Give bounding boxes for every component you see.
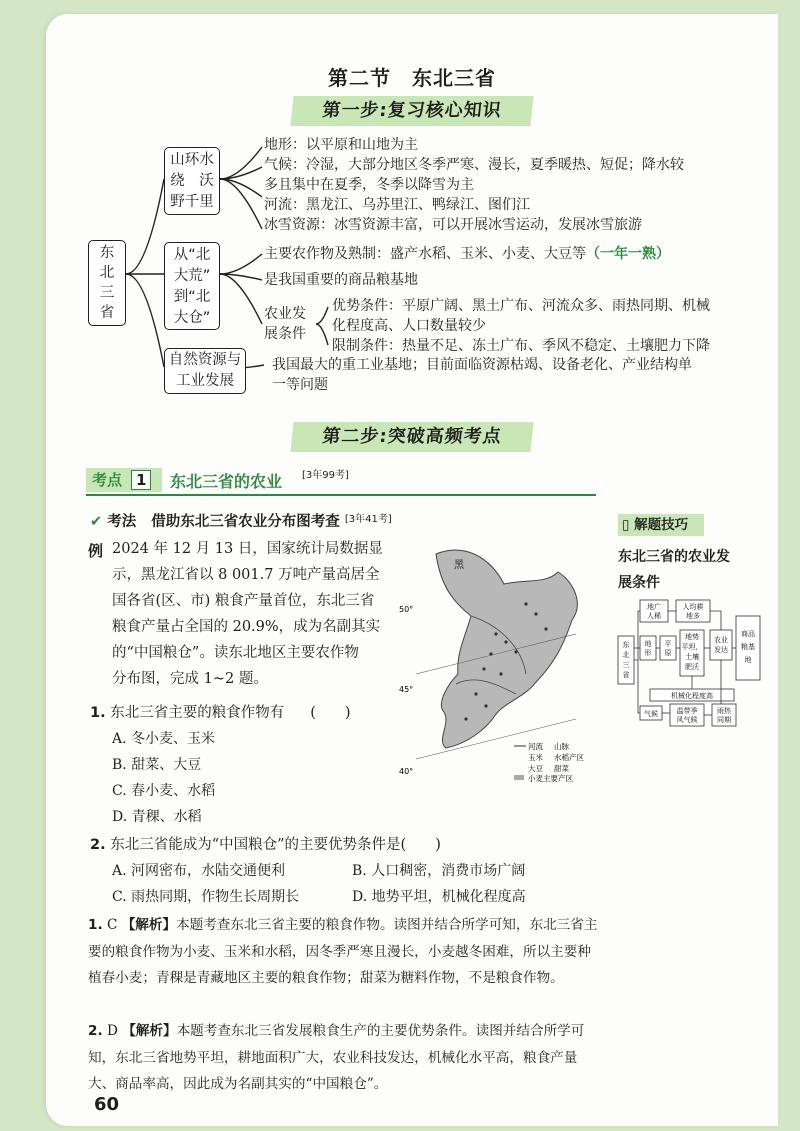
legend-corn: 玉米	[528, 753, 543, 762]
svg-text:风气候: 风气候	[676, 716, 698, 724]
svg-text:商品: 商品	[741, 630, 755, 638]
sidebar-label: ▯ 解题技巧	[618, 514, 704, 536]
answer-2: 2. D 【解析】本题考查东北三省发展粮食生产的主要优势条件。读图并结合所学可知，东北三省地势平坦，耕地面积广大，农业科技发达，机械化水平高，粮食产量大、商品率高，因此成为名副其实的“中国粮仓”。	[88, 1023, 585, 1093]
example-line-2: 示，黑龙江省以 8 001.7 万吨产量高居全	[112, 567, 380, 583]
svg-text:机械化程度高: 机械化程度高	[671, 692, 713, 700]
step2-banner: 第二步:突破高频考点	[290, 422, 533, 452]
svg-text:省: 省	[622, 671, 630, 679]
q1: 1. 东北三省主要的粮食作物有 ( )	[90, 705, 351, 721]
kaodian-note: [3年99考]	[302, 470, 349, 481]
legend-mountain: 山脉	[554, 742, 569, 751]
kaofa: ✔ 考法 借助东北三省农业分布图考查 [3年41考]	[90, 514, 392, 530]
svg-text:温带季: 温带季	[676, 707, 698, 715]
example-line-1: 2024 年 12 月 13 日，国家统计局数据显	[112, 541, 383, 557]
q2: 2. 东北三省能成为“中国粮仓”的主要优势条件是( )	[90, 837, 441, 853]
q2-option-d: D. 地势平坦，机械化程度高	[352, 889, 526, 905]
q1-option-c: C. 春小麦、水稻	[112, 783, 216, 799]
page-number: 60	[94, 1094, 120, 1115]
q1-option-b: B. 甜菜、大豆	[112, 757, 202, 773]
b2-sub-item-3: 限制条件：热量不足、冻土广布、季风不稳定、土壤肥力下降	[332, 338, 710, 354]
svg-text:平: 平	[664, 640, 672, 648]
svg-text:粮基: 粮基	[741, 643, 755, 651]
check-icon: ✔	[90, 514, 103, 530]
svg-text:人稀: 人稀	[647, 612, 661, 620]
b1-item-5: 冰雪资源：冰雪资源丰富，可以开展冰雪运动，发展冰雪旅游	[264, 217, 642, 233]
legend-beet: 甜菜	[554, 764, 569, 773]
svg-text:人均耕: 人均耕	[682, 603, 704, 611]
svg-text:地多: 地多	[686, 612, 700, 620]
tree-branch-3: 自然资源与 工业发展	[164, 348, 246, 394]
svg-text:平坦，: 平坦，	[681, 643, 703, 651]
legend-rice: 水稻产区	[554, 753, 584, 762]
answer-1: 1. C 【解析】本题考查东北三省主要的粮食作物。读图并结合所学可知，东北三省主要的粮食作物为小麦、玉米和水稻，因冬季严寒且漫长，小麦越冬困难，所以主要种植春小麦；青稞是青藏地区主要的粮食作物；甜菜为糖料作物，不是粮食作物。	[88, 917, 598, 987]
svg-text:形: 形	[644, 649, 652, 657]
example-line-5: 的“中国粮仓”。读东北地区主要农作物	[112, 645, 359, 661]
svg-text:雨热: 雨热	[717, 707, 731, 715]
sidebar-diagram	[616, 594, 772, 734]
svg-text:肥沃: 肥沃	[685, 663, 699, 671]
section-title: 第二节 东北三省	[328, 66, 496, 90]
q2-option-a: A. 河网密布，水陆交通便利	[112, 863, 286, 879]
svg-text:地: 地	[644, 640, 652, 648]
b1-item-2: 气候：冷湿，大部分地区冬季严寒、漫长，夏季暖热、短促；降水较	[264, 157, 684, 173]
b2-item-2: 是我国重要的商品粮基地	[264, 272, 418, 288]
svg-text:东: 东	[622, 641, 630, 649]
page	[46, 14, 778, 1126]
svg-text:地势: 地势	[685, 633, 699, 641]
book-icon: ▯	[622, 517, 630, 533]
place-label: 黑	[454, 560, 464, 571]
tree-branch-1: 山环水 绕 沃 野千里	[164, 147, 220, 215]
lat-50: 50°	[399, 605, 414, 614]
svg-text:气候: 气候	[644, 710, 658, 718]
q1-option-d: D. 青稞、水稻	[112, 809, 202, 825]
q1-option-a: A. 冬小麦、玉米	[112, 731, 216, 747]
svg-text:三: 三	[622, 661, 630, 669]
svg-text:土壤: 土壤	[685, 653, 699, 661]
lat-45: 45°	[399, 685, 414, 694]
svg-text:原: 原	[664, 649, 672, 657]
svg-text:同期: 同期	[717, 716, 731, 724]
svg-text:地: 地	[744, 656, 752, 664]
b3-item-1: 我国最大的重工业基地；目前面临资源枯竭、设备老化、产业结构单	[272, 357, 692, 373]
kaodian-badge: 考点 1	[86, 468, 162, 492]
tree-root: 东 北 三 省	[88, 240, 126, 326]
b2-item-1: 主要农作物及熟制：盛产水稻、玉米、小麦、大豆等（一年一熟）	[264, 246, 670, 262]
legend-river: 河流	[528, 742, 543, 751]
example-line-6: 分布图，完成 1~2 题。	[112, 671, 268, 687]
b1-item-4: 河流：黑龙江、乌苏里江、鸭绿江、图们江	[264, 197, 530, 213]
q2-option-c: C. 雨热同期，作物生长周期长	[112, 889, 300, 905]
b1-item-3: 多且集中在夏季，冬季以降雪为主	[264, 177, 474, 193]
kaodian-title: 东北三省的农业	[170, 472, 283, 491]
legend-soybean: 大豆	[528, 764, 543, 773]
b3-item-2: 一等问题	[272, 377, 328, 393]
svg-text:地广: 地广	[647, 603, 661, 611]
tree-branch-2: 从“北 大荒” 到“北 大仓”	[164, 242, 220, 330]
b2-sub-item-1: 优势条件：平原广阔、黑土广布、河流众多、雨热同期、机械	[332, 298, 710, 314]
svg-text:发达: 发达	[714, 646, 728, 654]
example-label: 例	[88, 542, 104, 560]
legend-wheat: 小麦主要产区	[528, 774, 573, 782]
example-line-4: 粮食产量占全国的 20.9%，成为名副其实	[112, 619, 381, 635]
svg-text:北: 北	[622, 651, 630, 659]
b2-sub-label: 农业发 展条件	[264, 306, 306, 342]
step1-banner: 第一步:复习核心知识	[290, 96, 533, 126]
b2-sub-item-2: 化程度高、人口数量较少	[332, 318, 486, 334]
example-line-3: 国各省(区、市) 粮食产量首位，东北三省	[112, 593, 375, 609]
sidebar-title: 东北三省的农业发 展条件	[618, 549, 730, 591]
q2-option-b: B. 人口稠密，消费市场广阔	[352, 863, 526, 879]
lat-40: 40°	[399, 767, 414, 776]
b1-item-1: 地形：以平原和山地为主	[264, 137, 418, 153]
crop-map	[396, 534, 596, 782]
kaodian-header	[86, 468, 596, 496]
svg-text:农业: 农业	[714, 636, 728, 644]
